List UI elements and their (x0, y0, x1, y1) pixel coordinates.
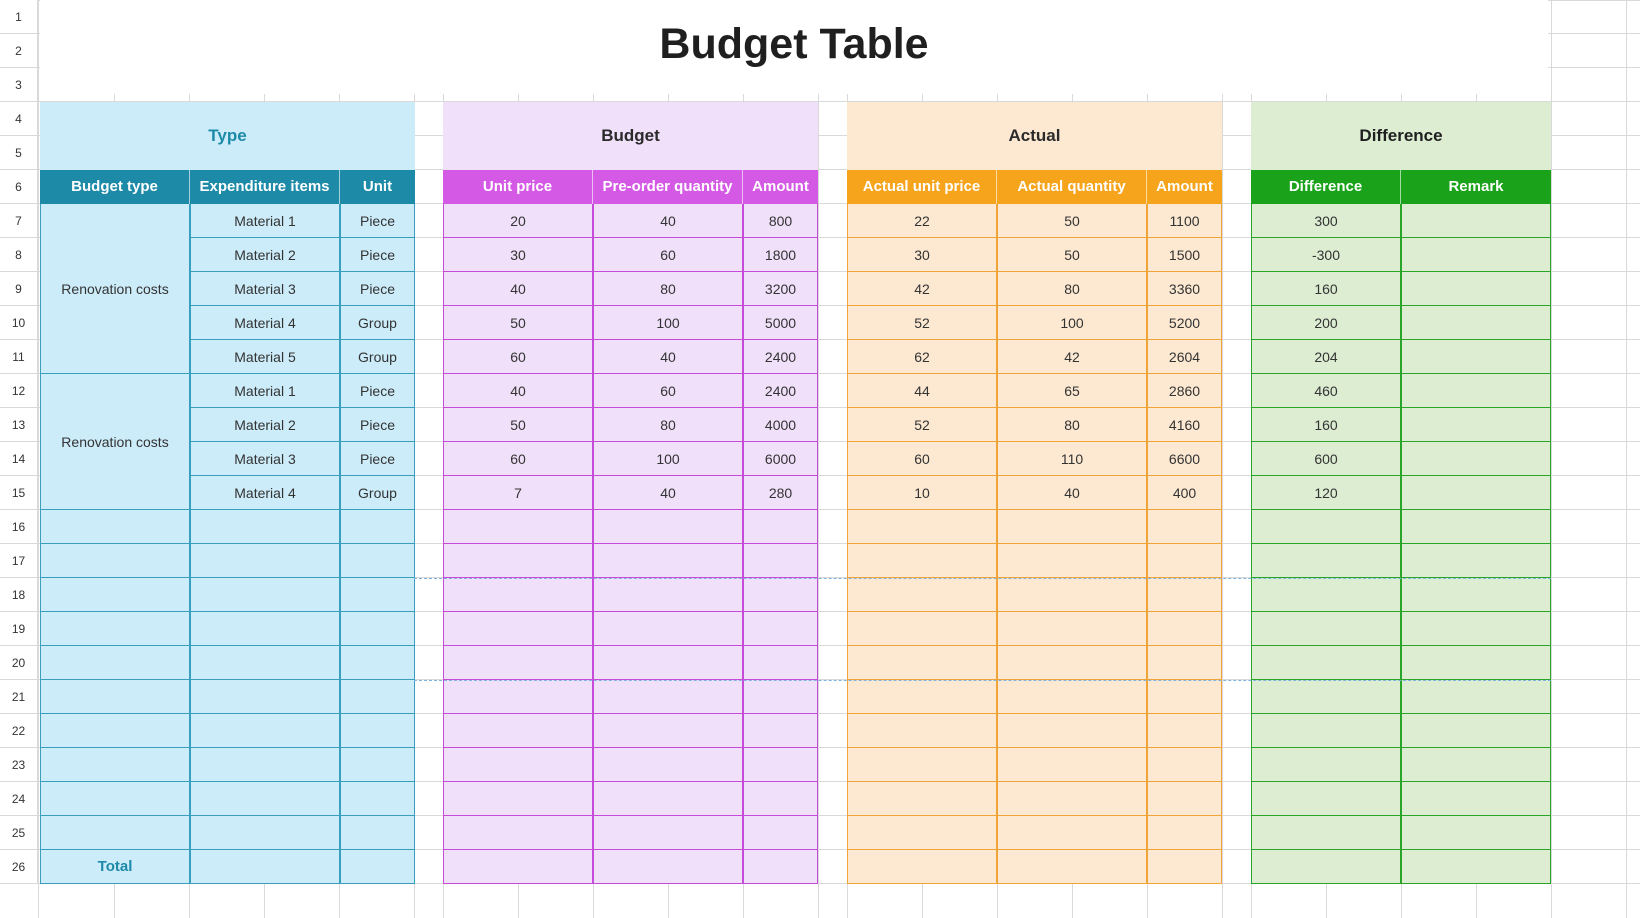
table-cell[interactable]: 3360 (1147, 272, 1222, 306)
table-cell[interactable] (997, 782, 1147, 816)
table-cell[interactable] (40, 782, 190, 816)
table-cell[interactable] (847, 748, 997, 782)
table-cell[interactable] (593, 578, 743, 612)
table-cell[interactable] (593, 612, 743, 646)
table-cell[interactable]: 40 (443, 374, 593, 408)
table-cell[interactable]: 80 (997, 408, 1147, 442)
table-cell[interactable] (593, 510, 743, 544)
table-cell[interactable]: Group (340, 306, 415, 340)
table-cell[interactable]: 6000 (743, 442, 818, 476)
table-cell[interactable]: 7 (443, 476, 593, 510)
remark-cell[interactable] (1401, 680, 1551, 714)
table-cell[interactable]: 5200 (1147, 306, 1222, 340)
remark-cell[interactable] (1401, 306, 1551, 340)
table-cell[interactable]: 22 (847, 204, 997, 238)
table-cell[interactable]: Piece (340, 272, 415, 306)
table-cell[interactable]: 300 (1251, 204, 1401, 238)
row-number[interactable]: 11 (0, 340, 38, 374)
table-cell[interactable]: 4000 (743, 408, 818, 442)
table-cell[interactable]: 204 (1251, 340, 1401, 374)
table-cell[interactable]: Material 1 (190, 374, 340, 408)
table-cell[interactable] (1251, 714, 1401, 748)
table-cell[interactable]: 42 (847, 272, 997, 306)
row-number[interactable]: 20 (0, 646, 38, 680)
table-cell[interactable] (593, 782, 743, 816)
table-cell[interactable]: 50 (443, 408, 593, 442)
budget-type-merged-cell[interactable]: Renovation costs (61, 281, 169, 297)
remark-cell[interactable] (1401, 544, 1551, 578)
table-cell[interactable] (1147, 510, 1222, 544)
table-cell[interactable] (847, 782, 997, 816)
table-cell[interactable] (847, 714, 997, 748)
column-header[interactable]: Remark (1401, 170, 1551, 204)
table-cell[interactable] (1251, 544, 1401, 578)
table-cell[interactable] (190, 680, 340, 714)
column-header[interactable]: Expenditure items (190, 170, 340, 204)
budget-group-header: Budget (443, 102, 818, 170)
table-cell[interactable] (593, 748, 743, 782)
row-number[interactable]: 15 (0, 476, 38, 510)
table-cell[interactable] (847, 544, 997, 578)
table-cell[interactable] (743, 612, 818, 646)
table-cell[interactable] (593, 544, 743, 578)
table-cell[interactable] (40, 612, 190, 646)
column-header[interactable]: Actual unit price (847, 170, 997, 204)
remark-cell[interactable] (1401, 340, 1551, 374)
table-cell[interactable]: Piece (340, 442, 415, 476)
table-cell[interactable]: Material 1 (190, 204, 340, 238)
type-group-header: Type (40, 102, 415, 170)
table-cell[interactable]: -300 (1251, 238, 1401, 272)
table-cell[interactable] (743, 646, 818, 680)
table-cell[interactable]: 65 (997, 374, 1147, 408)
table-cell[interactable] (847, 850, 997, 884)
row-number[interactable]: 14 (0, 442, 38, 476)
table-cell[interactable]: 4160 (1147, 408, 1222, 442)
table-cell[interactable] (593, 646, 743, 680)
table-cell[interactable] (593, 680, 743, 714)
table-cell[interactable]: 52 (847, 408, 997, 442)
table-cell[interactable]: Group (340, 476, 415, 510)
table-cell[interactable] (743, 714, 818, 748)
table-cell[interactable] (847, 680, 997, 714)
table-cell[interactable]: 400 (1147, 476, 1222, 510)
table-cell[interactable] (1147, 646, 1222, 680)
table-cell[interactable] (743, 680, 818, 714)
row-number[interactable]: 8 (0, 238, 38, 272)
table-cell[interactable] (593, 816, 743, 850)
table-cell[interactable] (443, 680, 593, 714)
table-cell[interactable] (1147, 680, 1222, 714)
table-cell[interactable] (190, 646, 340, 680)
table-cell[interactable] (997, 816, 1147, 850)
row-number[interactable]: 21 (0, 680, 38, 714)
table-cell[interactable] (443, 816, 593, 850)
remark-cell[interactable] (1401, 816, 1551, 850)
table-cell[interactable] (847, 510, 997, 544)
table-cell[interactable]: Material 3 (190, 272, 340, 306)
table-cell[interactable]: 1800 (743, 238, 818, 272)
table-cell[interactable] (340, 544, 415, 578)
table-cell[interactable] (40, 714, 190, 748)
table-cell[interactable] (743, 816, 818, 850)
table-cell[interactable]: 160 (1251, 408, 1401, 442)
row-number[interactable]: 4 (0, 102, 38, 136)
column-header[interactable]: Budget type (40, 170, 190, 204)
table-cell[interactable] (443, 714, 593, 748)
row-number[interactable]: 7 (0, 204, 38, 238)
table-cell[interactable] (1147, 578, 1222, 612)
table-cell[interactable] (997, 680, 1147, 714)
table-cell[interactable] (40, 748, 190, 782)
table-cell[interactable] (847, 646, 997, 680)
table-cell[interactable] (997, 578, 1147, 612)
table-cell[interactable] (847, 578, 997, 612)
table-cell[interactable] (1147, 748, 1222, 782)
table-cell[interactable] (443, 544, 593, 578)
table-cell[interactable] (443, 510, 593, 544)
table-cell[interactable]: 60 (847, 442, 997, 476)
table-cell[interactable]: 800 (743, 204, 818, 238)
table-cell[interactable]: Piece (340, 374, 415, 408)
table-cell[interactable]: 60 (443, 442, 593, 476)
remark-cell[interactable] (1401, 714, 1551, 748)
remark-cell[interactable] (1401, 612, 1551, 646)
total-label: Total (97, 858, 133, 875)
column-header[interactable]: Unit (340, 170, 415, 204)
remark-cell[interactable] (1401, 782, 1551, 816)
table-cell[interactable] (743, 544, 818, 578)
table-cell[interactable]: Material 2 (190, 408, 340, 442)
table-cell[interactable] (190, 544, 340, 578)
table-cell[interactable]: 5000 (743, 306, 818, 340)
table-cell[interactable] (443, 748, 593, 782)
budget-type-merged-cell[interactable]: Renovation costs (61, 434, 169, 450)
row-number[interactable]: 26 (0, 850, 38, 884)
table-cell[interactable]: Piece (340, 238, 415, 272)
table-cell[interactable]: 100 (997, 306, 1147, 340)
table-cell[interactable] (743, 782, 818, 816)
row-number[interactable]: 25 (0, 816, 38, 850)
table-cell[interactable]: Group (340, 340, 415, 374)
table-cell[interactable] (443, 850, 593, 884)
remark-cell[interactable] (1401, 510, 1551, 544)
table-cell[interactable]: 50 (443, 306, 593, 340)
table-cell[interactable] (847, 612, 997, 646)
table-cell[interactable]: 80 (593, 272, 743, 306)
remark-cell[interactable] (1401, 476, 1551, 510)
table-cell[interactable] (997, 510, 1147, 544)
table-cell[interactable] (1147, 782, 1222, 816)
table-cell[interactable]: 3200 (743, 272, 818, 306)
table-cell[interactable] (340, 646, 415, 680)
column-header[interactable]: Amount (1147, 170, 1222, 204)
remark-cell[interactable] (1401, 748, 1551, 782)
table-cell[interactable] (340, 748, 415, 782)
table-cell[interactable] (593, 714, 743, 748)
table-cell[interactable] (340, 612, 415, 646)
table-cell[interactable] (1251, 816, 1401, 850)
table-cell[interactable] (190, 816, 340, 850)
table-cell[interactable]: 52 (847, 306, 997, 340)
table-cell[interactable] (190, 782, 340, 816)
table-cell[interactable]: 60 (443, 340, 593, 374)
table-cell[interactable]: 2604 (1147, 340, 1222, 374)
table-cell[interactable]: 1500 (1147, 238, 1222, 272)
table-cell[interactable]: 40 (443, 272, 593, 306)
row-number[interactable]: 5 (0, 136, 38, 170)
selection-guide (414, 680, 1551, 681)
table-cell[interactable] (1147, 816, 1222, 850)
table-cell[interactable] (340, 578, 415, 612)
table-cell[interactable] (190, 578, 340, 612)
table-cell[interactable] (997, 544, 1147, 578)
row-number[interactable]: 17 (0, 544, 38, 578)
remark-cell[interactable] (1401, 578, 1551, 612)
table-cell[interactable] (1147, 544, 1222, 578)
table-cell[interactable]: 40 (593, 476, 743, 510)
row-number[interactable]: 2 (0, 34, 38, 68)
row-number[interactable]: 23 (0, 748, 38, 782)
table-cell[interactable]: Piece (340, 204, 415, 238)
row-number[interactable]: 16 (0, 510, 38, 544)
table-cell[interactable] (1251, 782, 1401, 816)
table-cell[interactable] (1147, 612, 1222, 646)
table-cell[interactable]: 40 (593, 204, 743, 238)
table-cell[interactable]: 50 (997, 238, 1147, 272)
table-cell[interactable]: 44 (847, 374, 997, 408)
table-cell[interactable] (1251, 748, 1401, 782)
selection-guide (414, 578, 1551, 579)
table-cell[interactable] (1147, 714, 1222, 748)
table-cell[interactable]: Material 2 (190, 238, 340, 272)
table-cell[interactable] (443, 646, 593, 680)
table-cell[interactable] (190, 748, 340, 782)
table-cell[interactable] (443, 578, 593, 612)
table-cell[interactable] (1251, 850, 1401, 884)
table-cell[interactable]: 42 (997, 340, 1147, 374)
table-cell[interactable] (743, 748, 818, 782)
row-number[interactable]: 12 (0, 374, 38, 408)
table-cell[interactable]: 110 (997, 442, 1147, 476)
table-cell[interactable] (190, 850, 340, 884)
table-cell[interactable] (190, 510, 340, 544)
table-cell[interactable] (743, 578, 818, 612)
table-cell[interactable]: Piece (340, 408, 415, 442)
table-cell[interactable]: 460 (1251, 374, 1401, 408)
table-cell[interactable] (997, 612, 1147, 646)
table-cell[interactable] (340, 782, 415, 816)
page-title: Budget Table (40, 0, 1548, 94)
table-cell[interactable]: 600 (1251, 442, 1401, 476)
row-number[interactable]: 18 (0, 578, 38, 612)
row-number[interactable]: 19 (0, 612, 38, 646)
table-cell[interactable] (1251, 612, 1401, 646)
difference-group-header: Difference (1251, 102, 1551, 170)
table-cell[interactable]: 280 (743, 476, 818, 510)
table-cell[interactable]: 100 (593, 442, 743, 476)
table-cell[interactable]: 30 (443, 238, 593, 272)
row-number[interactable]: 6 (0, 170, 38, 204)
row-number[interactable]: 10 (0, 306, 38, 340)
remark-cell[interactable] (1401, 408, 1551, 442)
table-cell[interactable] (190, 714, 340, 748)
table-cell[interactable] (340, 816, 415, 850)
row-number[interactable]: 24 (0, 782, 38, 816)
table-cell[interactable] (1251, 510, 1401, 544)
table-cell[interactable] (1251, 578, 1401, 612)
table-cell[interactable] (743, 510, 818, 544)
table-cell[interactable]: 20 (443, 204, 593, 238)
table-cell[interactable] (997, 850, 1147, 884)
table-cell[interactable] (443, 612, 593, 646)
table-cell[interactable] (443, 782, 593, 816)
remark-cell[interactable] (1401, 442, 1551, 476)
table-cell[interactable] (997, 646, 1147, 680)
table-cell[interactable]: Material 4 (190, 476, 340, 510)
table-cell[interactable] (340, 714, 415, 748)
table-cell[interactable]: 80 (593, 408, 743, 442)
table-cell[interactable] (1251, 646, 1401, 680)
row-number[interactable]: 13 (0, 408, 38, 442)
table-cell[interactable] (340, 680, 415, 714)
table-cell[interactable] (1251, 680, 1401, 714)
row-number[interactable]: 1 (0, 0, 38, 34)
table-cell[interactable]: 2860 (1147, 374, 1222, 408)
table-cell[interactable] (593, 850, 743, 884)
table-cell[interactable]: Material 4 (190, 306, 340, 340)
table-cell[interactable]: 2400 (743, 340, 818, 374)
table-cell[interactable] (1147, 850, 1222, 884)
table-cell[interactable]: 80 (997, 272, 1147, 306)
table-cell[interactable] (997, 748, 1147, 782)
table-cell[interactable] (40, 816, 190, 850)
table-cell[interactable]: 200 (1251, 306, 1401, 340)
table-cell[interactable]: 30 (847, 238, 997, 272)
row-number[interactable]: 3 (0, 68, 38, 102)
actual-group-header: Actual (847, 102, 1222, 170)
table-cell[interactable] (40, 544, 190, 578)
table-cell[interactable] (340, 510, 415, 544)
table-cell[interactable]: 2400 (743, 374, 818, 408)
table-cell[interactable] (190, 612, 340, 646)
column-header[interactable]: Difference (1251, 170, 1401, 204)
table-cell[interactable] (40, 578, 190, 612)
table-cell[interactable]: Material 5 (190, 340, 340, 374)
table-cell[interactable]: 10 (847, 476, 997, 510)
column-header[interactable]: Pre-order quantity (593, 170, 743, 204)
table-cell[interactable] (340, 850, 415, 884)
remark-cell[interactable] (1401, 646, 1551, 680)
table-cell[interactable]: 160 (1251, 272, 1401, 306)
column-header[interactable]: Amount (743, 170, 818, 204)
table-cell[interactable]: 40 (593, 340, 743, 374)
table-cell[interactable] (997, 714, 1147, 748)
table-cell[interactable]: 120 (1251, 476, 1401, 510)
table-cell[interactable]: 62 (847, 340, 997, 374)
row-number[interactable]: 22 (0, 714, 38, 748)
table-cell[interactable]: 60 (593, 238, 743, 272)
column-header[interactable]: Actual quantity (997, 170, 1147, 204)
table-cell[interactable] (40, 646, 190, 680)
remark-cell[interactable] (1401, 272, 1551, 306)
table-cell[interactable] (743, 850, 818, 884)
table-cell[interactable]: 100 (593, 306, 743, 340)
table-cell[interactable]: 60 (593, 374, 743, 408)
table-cell[interactable] (40, 510, 190, 544)
table-cell[interactable] (40, 680, 190, 714)
column-header[interactable]: Unit price (443, 170, 593, 204)
row-number[interactable]: 9 (0, 272, 38, 306)
table-cell[interactable]: Material 3 (190, 442, 340, 476)
table-cell[interactable]: 50 (997, 204, 1147, 238)
remark-cell[interactable] (1401, 374, 1551, 408)
remark-cell[interactable] (1401, 238, 1551, 272)
table-cell[interactable]: 1100 (1147, 204, 1222, 238)
remark-cell[interactable] (1401, 850, 1551, 884)
table-cell[interactable]: 40 (997, 476, 1147, 510)
table-cell[interactable]: 6600 (1147, 442, 1222, 476)
table-cell[interactable] (847, 816, 997, 850)
remark-cell[interactable] (1401, 204, 1551, 238)
